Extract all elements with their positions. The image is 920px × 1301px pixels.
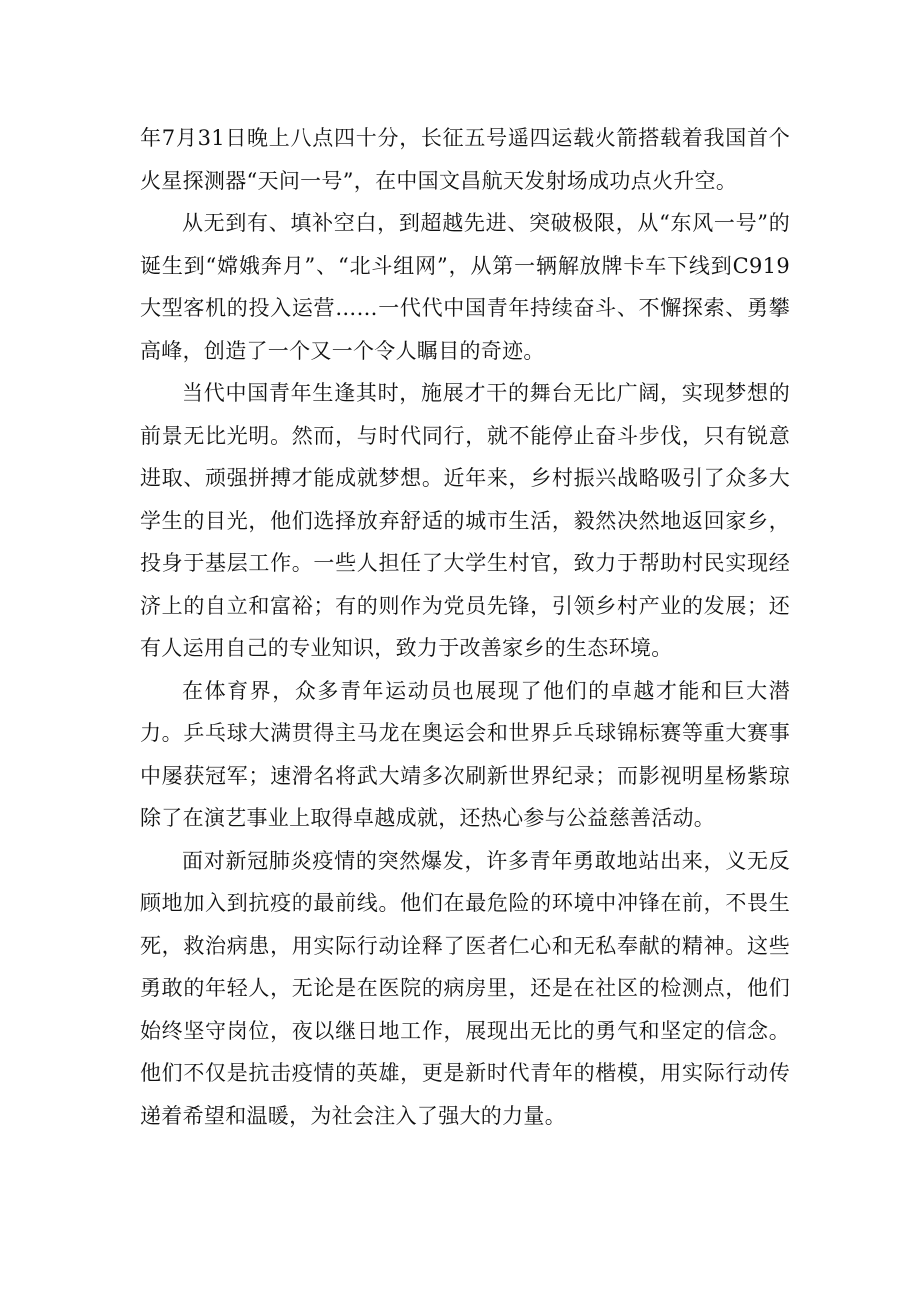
paragraph-5: 面对新冠肺炎疫情的突然爆发，许多青年勇敢地站出来，义无反顾地加入到抗疫的最前线。他们在最危险的环境中冲锋在前，不畏生死，救治病患，用实际行动诠释了医者仁心和无私奉献的精神。这些勇敢的年轻人，无论是在医院的病房里，还是在社区的检测点，他们始终坚守岗位，夜以继日地工作，展现出无比的勇气和坚定的信念。他们不仅是抗击疫情的英雄，更是新时代青年的楷模，用实际行动传递着希望和温暖，为社会注入了强大的力量。 [140, 848, 790, 1128]
paragraph-4: 在体育界，众多青年运动员也展现了他们的卓越才能和巨大潜力。乒乓球大满贯得主马龙在奥运会和世界乒乓球锦标赛等重大赛事中屡获冠军；速滑名将武大靖多次刷新世界纪录；而影视明星杨紫琼除了在演艺事业上取得卓越成就，还热心参与公益慈善活动。 [140, 678, 790, 830]
document-body [140, 117, 790, 1137]
paragraph-3: 当代中国青年生逢其时，施展才干的舞台无比广阔，实现梦想的前景无比光明。然而，与时代同行，就不能停止奋斗步伐，只有锐意进取、顽强拼搏才能成就梦想。近年来，乡村振兴战略吸引了众多大学生的目光，他们选择放弃舒适的城市生活，毅然决然地返回家乡，投身于基层工作。一些人担任了大学生村官，致力于帮助村民实现经济上的自立和富裕；有的则作为党员先锋，引领乡村产业的发展；还有人运用自己的专业知识，致力于改善家乡的生态环境。 [140, 381, 790, 660]
paragraph-1: 年7月31日晚上八点四十分，长征五号遥四运载火箭搭载着我国首个火星探测器“天问一号”，在中国文昌航天发射场成功点火升空。 [140, 126, 790, 193]
paragraph-2: 从无到有、填补空白，到超越先进、突破极限，从“东风一号”的诞生到“嫦娥奔月”、“北斗组网”，从第一辆解放牌卡车下线到C919大型客机的投入运营……一代代中国青年持续奋斗、不懈探索、勇攀高峰，创造了一个又一个令人瞩目的奇迹。 [140, 211, 790, 363]
